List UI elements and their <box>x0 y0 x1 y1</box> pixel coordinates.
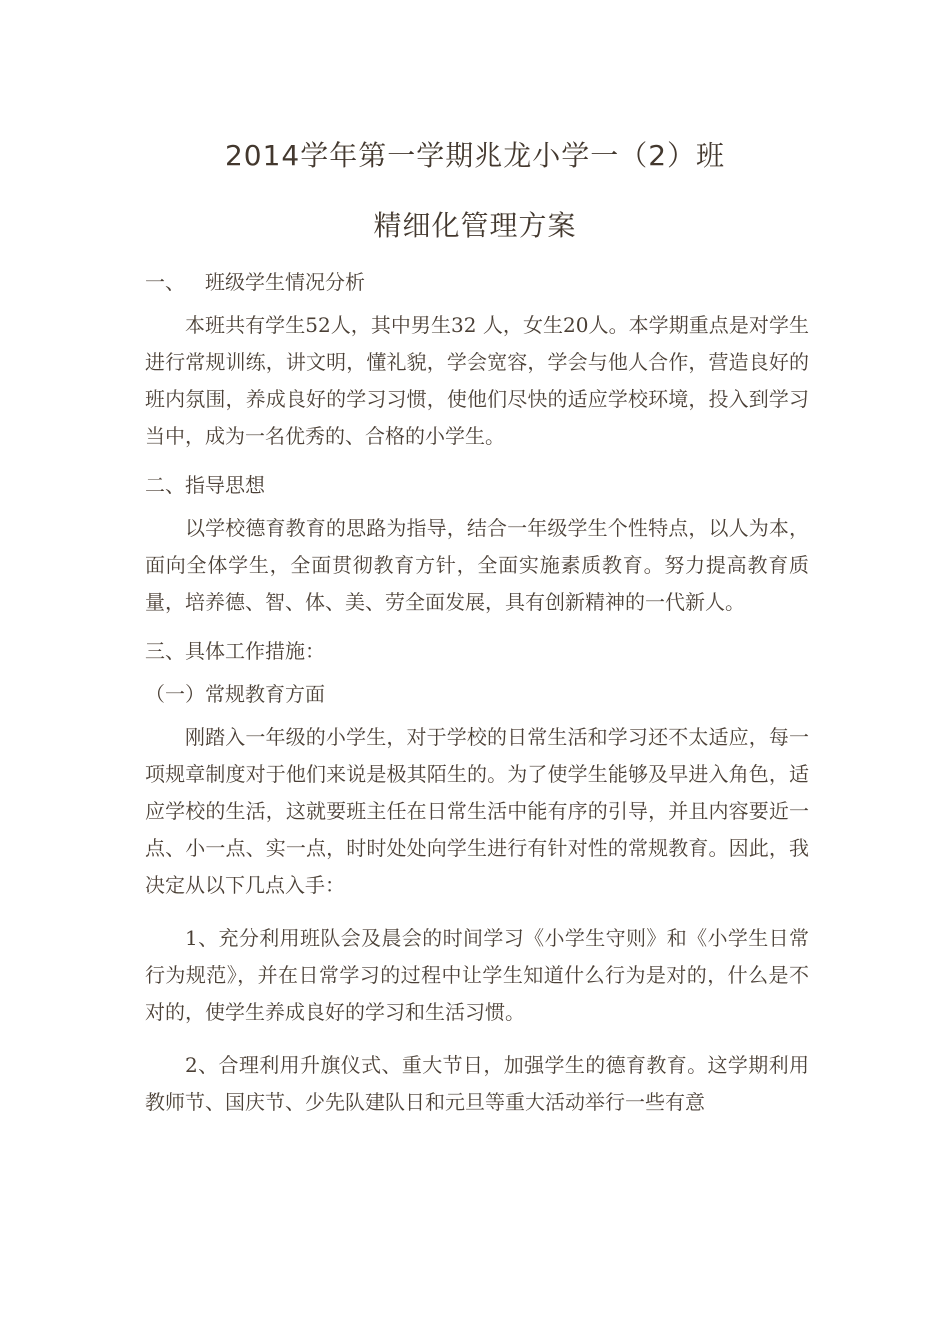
section-2-paragraph: 以学校德育教育的思路为指导，结合一年级学生个性特点，以人为本，面向全体学生，全面贯彻教育方针，全面实施素质教育。努力提高教育质量，培养德、智、体、美、劳全面发展，具有创新精神的一代新人。 <box>145 516 809 614</box>
section-1-paragraph: 本班共有学生52人，其中男生32 人，女生20人。本学期重点是对学生进行常规训练，讲文明，懂礼貌，学会宽容，学会与他人合作，营造良好的班内氛围，养成良好的学习习惯，使他们尽快的适应学校环境，投入到学习当中，成为一名优秀的、合格的小学生。 <box>145 313 809 448</box>
section-heading-1-text: 班级学生情况分析 <box>205 270 365 294</box>
measure-item-2: 2、合理利用升旗仪式、重大节日，加强学生的德育教育。这学期利用教师节、国庆节、少先队建队日和元旦等重大活动举行一些有意 <box>145 1053 809 1114</box>
document-title-line2: 精细化管理方案 <box>373 209 577 242</box>
section-heading-1 <box>145 264 809 301</box>
section-heading-2: 二、指导思想 <box>145 473 265 497</box>
document-body <box>145 264 809 1121</box>
section-heading-3: 三、具体工作措施： <box>145 639 325 663</box>
section-number-1: 一、 <box>145 270 185 294</box>
subsection-heading-1: （一）常规教育方面 <box>145 682 325 706</box>
document-title-line1: 2014学年第一学期兆龙小学一（2）班 <box>224 139 726 172</box>
measure-item-1: 1、充分利用班队会及晨会的时间学习《小学生守则》和《小学生日常行为规范》，并在日常学习的过程中让学生知道什么行为是对的，什么是不对的，使学生养成良好的学习和生活习惯。 <box>145 926 809 1024</box>
section-3-paragraph: 刚踏入一年级的小学生，对于学校的日常生活和学习还不太适应，每一项规章制度对于他们来说是极其陌生的。为了使学生能够及早进入角色，适应学校的生活，这就要班主任在日常生活中能有序的引导，并且内容要近一点、小一点、实一点，时时处处向学生进行有针对性的常规教育。因此，我决定从以下几点入手： <box>145 725 809 897</box>
